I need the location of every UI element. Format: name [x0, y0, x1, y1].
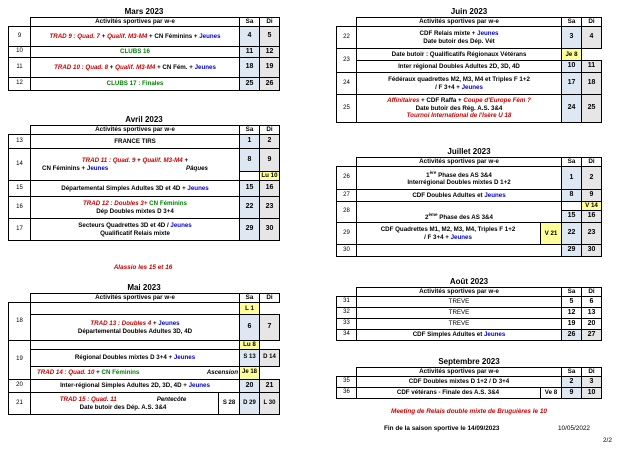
table-row: 36 CDF vétérans - Finale des A.S. 3&4 Ve 8 9 10	[337, 388, 602, 399]
month-block-avril	[8, 114, 280, 241]
table-row: 19 Lu 8	[9, 341, 280, 350]
note-alassio: Alassio les 15 et 16	[113, 264, 173, 271]
month-table	[336, 157, 602, 257]
month-title: Septembre 2023	[438, 357, 500, 366]
month-table	[8, 125, 280, 241]
extra-date: S 28	[218, 393, 239, 414]
table-row: 28 2ème Phase des AS 3&4 V 14	[337, 202, 602, 211]
table-header: Activités sportives par w-e Sa Di	[337, 158, 602, 167]
holiday-badge: Lu 10	[261, 172, 278, 180]
table-row: 30 29 30	[337, 245, 602, 257]
table-header: Activités sportives par w-e Sa Di	[9, 294, 280, 303]
extra-date: Ve 8	[540, 388, 561, 398]
table-row: 33 TREVE 19 20	[337, 319, 602, 330]
table-row: 16 TRAD 12 : Doubles 3+ CN Féminins Dép Doubles mixtes D 3+4 22 23	[9, 197, 280, 219]
activity-cell: TRAD 10 : Quad. 8 + Qualif. M3-M4 + CN Fém. + Jeunes	[31, 58, 240, 78]
table-row: 11 TRAD 10 : Quad. 8 + Qualif. M3-M4 + CN Fém. + Jeunes 18 19	[9, 58, 280, 78]
table-row: 10 CLUBS 16 11 12	[9, 47, 280, 58]
table-row: Régional Doubles mixtes D 3+4 + Jeunes S 13 D 14	[9, 350, 280, 367]
month-block-juin	[336, 6, 602, 123]
season-end: Fin de la saison sportive le 14/09/2023	[384, 425, 500, 432]
month-table	[336, 287, 602, 341]
holiday-badge: V 14	[582, 202, 602, 211]
table-header: Activités sportives par w-e Sa Di	[9, 18, 280, 27]
month-title: Mai 2023	[127, 283, 161, 292]
month-title: Juin 2023	[450, 7, 488, 16]
table-row: 35 CDF Doubles mixtes D 1+2 / D 3+4 2 3	[337, 377, 602, 388]
holiday-badge: L 1	[240, 303, 260, 315]
table-header: Activités sportives par w-e Sa Di	[337, 288, 602, 297]
table-row: 29 CDF Quadrettes M1, M2, M3, M4, Triples F 1+2 / F 3+4 + Jeunes V 21 22 23	[337, 223, 602, 245]
table-row: 24 Fédéraux quadrettes M2, M3, M4 et Triples F 1+2 / F 3+4 + Jeunes 17 18	[337, 73, 602, 95]
month-title: Avril 2023	[125, 115, 163, 124]
table-row: 21 TRAD 15 : Quad. 11 Pentecôte Date butoir des Dép. A.S. 3&4 S 28 D 29 L 30	[9, 393, 280, 415]
note-meeting: Meeting de Relais double mixte de Bruguières le 10	[391, 408, 547, 415]
table-row: 27 CDF Doubles Adultes et Jeunes 8 9	[337, 190, 602, 202]
table-row: 15 Départemental Simples Adultes 3D et 4D + Jeunes 15 16	[9, 181, 280, 197]
month-table	[8, 293, 280, 415]
month-table	[8, 17, 280, 91]
table-row: 20 Inter-régional Simples Adultes 2D, 3D, 4D + Jeunes 20 21	[9, 380, 280, 393]
holiday-badge: V 21	[540, 223, 561, 244]
table-row: 17 Secteurs Quadrettes 3D et 4D / Jeunes Qualificatif Relais mixte 29 30	[9, 219, 280, 241]
table-row: TRAD 13 : Doubles 4 + Jeunes Départemental Doubles Adultes 3D, 4D 6 7	[9, 315, 280, 337]
print-date: 10/05/2022	[558, 425, 590, 432]
month-table	[336, 17, 602, 123]
table-header: Activités sportives par w-e Sa Di	[337, 18, 602, 27]
table-row: 9 TRAD 9 : Quad. 7 + Qualif. M3-M4 + CN Féminins + Jeunes 4 5	[9, 27, 280, 47]
month-block-septembre	[336, 356, 602, 399]
holiday-badge: Lu 8	[240, 341, 260, 350]
table-row: 12 CLUBS 17 : Finales 25 26	[9, 78, 280, 91]
table-row: 31 TREVE 5 6	[337, 297, 602, 308]
month-block-juillet	[336, 146, 602, 257]
table-row: 34 CDF Simples Adultes et Jeunes 26 27	[337, 330, 602, 341]
activity-cell: TRAD 9 : Quad. 7 + Qualif. M3-M4 + CN Féminins + Jeunes	[31, 27, 240, 47]
table-header: Activités sportives par w-e Sa Di	[337, 368, 602, 377]
table-row: 23 Date butoir : Qualificatifs Régionaux Vétérans Je 8	[337, 49, 602, 61]
month-table	[336, 367, 602, 399]
month-block-mars	[8, 6, 280, 91]
table-header: Activités sportives par w-e Sa Di	[9, 126, 280, 135]
table-row: 14 TRAD 11 : Quad. 9 + Qualif. M3-M4 + CN Féminins + Jeunes Pâques 8 9	[9, 149, 280, 172]
table-row: 22 CDF Relais mixte + Jeunes Date butoir des Dép. Vét 3 4	[337, 27, 602, 49]
table-row: 32 TREVE 12 13	[337, 308, 602, 319]
table-row: Inter régional Doubles Adultes 2D, 3D, 4D 10 11	[337, 61, 602, 73]
table-row: TRAD 14 : Quad. 10 + CN Féminins Ascension Je 18	[9, 367, 280, 380]
table-row: 13 FRANCE TIRS 1 2	[9, 135, 280, 149]
table-row: 18 L 1	[9, 303, 280, 315]
month-title: Août 2023	[449, 277, 489, 286]
month-block-mai	[8, 282, 280, 415]
month-title: Juillet 2023	[447, 147, 491, 156]
page-number: 2/2	[603, 437, 612, 444]
month-title: Mars 2023	[124, 7, 164, 16]
table-row: 25 Affinitaires + CDF Raffa + Coupe d'Europe Fém ? Date butoir des Rég. A.S. 3&4 Tournoi International de l'Isère U 18 24 25	[337, 95, 602, 123]
table-row: 15 16	[337, 211, 602, 223]
table-row: 26 1ère Phase des AS 3&4 Interrégional Doubles mixtes D 1+2 1 2	[337, 167, 602, 190]
activity-cell: TRAD 11 : Quad. 9 + Qualif. M3-M4 + CN Féminins + Jeunes Pâques	[31, 149, 240, 181]
month-block-aout	[336, 276, 602, 341]
